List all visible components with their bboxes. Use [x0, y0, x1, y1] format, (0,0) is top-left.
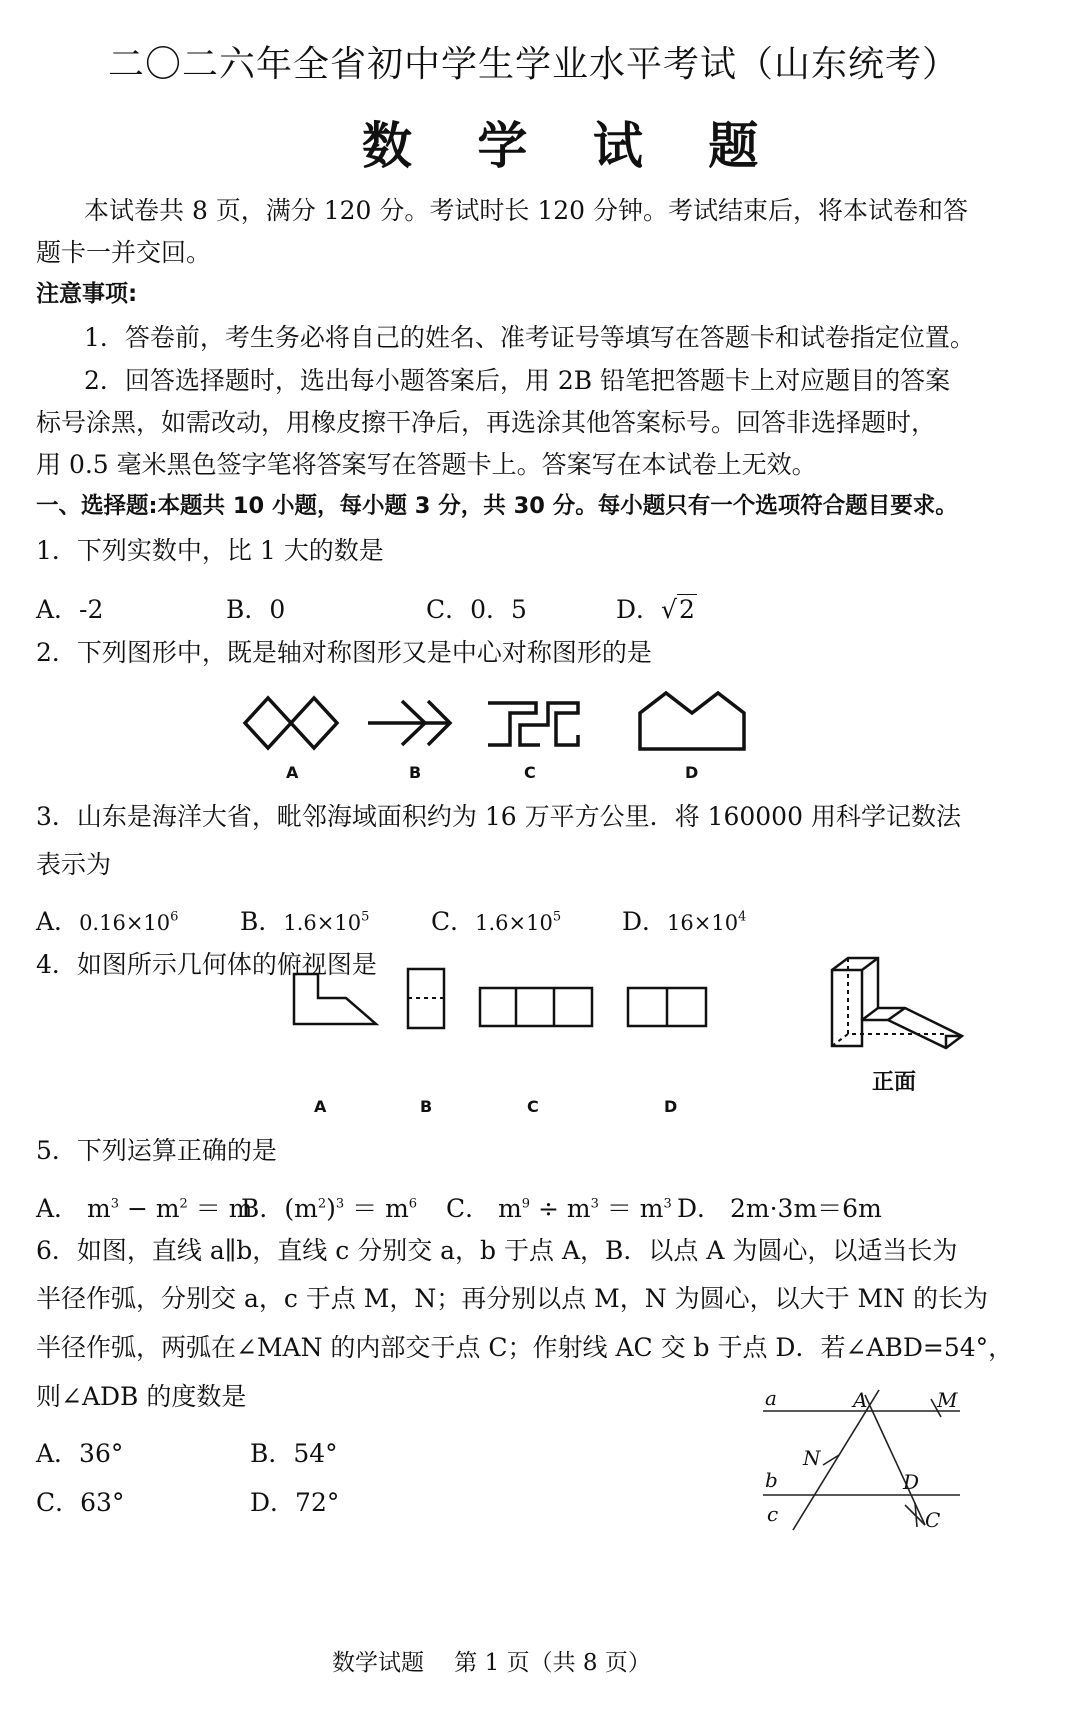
label-m: M [937, 1388, 958, 1412]
q3-option-c-exp: 5 [552, 909, 562, 925]
q3-option-d [622, 902, 746, 938]
q5-option-b-prefix: B． [241, 1194, 285, 1223]
q6-option-a: A．36° [36, 1439, 124, 1468]
q3-option-d-prefix: D． [622, 907, 668, 936]
intro-line-1: 本试卷共 8 页，满分 120 分。考试时长 120 分钟。考试结束后，将本试卷和答 [84, 196, 969, 225]
q4-label-a: A [314, 1097, 327, 1116]
section-heading: 一、选择题:本题共 10 小题，每小题 3 分，共 30 分。每小题只有一个选项符合题目要求。 [36, 493, 958, 519]
q5-option-d-expr: 2m·3m＝6m [730, 1194, 882, 1223]
q1-stem: 1．下列实数中，比 1 大的数是 [36, 536, 384, 565]
q3-option-d-base: 16×10 [667, 911, 739, 935]
q4-label-c: C [527, 1097, 539, 1116]
q2-figure-c [488, 703, 578, 745]
q1-option-d-radicand: 2 [678, 595, 695, 624]
label-a: a [765, 1386, 777, 1410]
q3-option-a [36, 902, 178, 938]
subject-title: 数 学 试 题 [362, 117, 783, 175]
notes-heading: 注意事项: [36, 281, 138, 307]
q2-figure-d [640, 693, 744, 749]
q1-option-d [616, 590, 697, 626]
label-n: N [803, 1446, 821, 1470]
q3-option-c [431, 902, 561, 938]
q4-front-label: 正面 [872, 1070, 917, 1095]
notes-item-1: 1．答卷前，考生务必将自己的姓名、准考证号等填写在答题卡和试卷指定位置。 [84, 323, 975, 352]
q6-line-1: 6．如图，直线 a∥b，直线 c 分别交 a，b 于点 A，B．以点 A 为圆心，以适当长为 [36, 1236, 958, 1265]
q6-line-3: 半径作弧，两弧在∠MAN 的内部交于点 C；作射线 AC 交 b 于点 D．若∠ABD=54°， [36, 1333, 1014, 1362]
notes-item-2-line-1: 2．回答选择题时，选出每小题答案后，用 2B 铅笔把答题卡上对应题目的答案 [84, 366, 951, 395]
q3-option-b-base: 1.6×10 [283, 911, 362, 935]
q4-solid [832, 958, 962, 1048]
notes-item-2-line-3: 用 0.5 毫米黑色签字笔将答案写在答题卡上。答案写在本试卷上无效。 [36, 450, 817, 479]
q4-figures [0, 950, 1080, 1100]
q5-option-b: B．$(m^2)^3 = m^6$ [241, 1194, 418, 1223]
q5-option-a: A． $m^3 - m^2 = m$ [36, 1194, 253, 1223]
q5-option-c: C． $m^9 \div m^3 = m^3$ [446, 1194, 672, 1223]
q2-figures [0, 685, 1080, 785]
label-b: b [765, 1468, 778, 1492]
q1-option-d-prefix: D． [616, 595, 662, 624]
q5-option-d-prefix: D． [677, 1194, 723, 1223]
q6-line-4: 则∠ADB 的度数是 [36, 1382, 247, 1411]
exam-title: 二〇二六年全省初中学生学业水平考试（山东统考） [108, 44, 960, 85]
q3-option-b-prefix: B． [240, 907, 284, 936]
q5-option-c-prefix: C． [446, 1194, 491, 1223]
q3-option-a-prefix: A． [36, 907, 80, 936]
q4-label-d: D [664, 1097, 678, 1116]
q6-option-b: B．54° [250, 1439, 338, 1468]
q3-stem-line-1: 3．山东是海洋大省，毗邻海域面积约为 16 万平方公里．将 160000 用科学记数法 [36, 802, 961, 831]
q6-line-2: 半径作弧，分别交 a，c 于点 M，N；再分别以点 M，N 为圆心，以大于 MN 的长为 [36, 1284, 988, 1313]
q3-option-b [240, 902, 369, 938]
q3-option-c-prefix: C． [431, 907, 476, 936]
q1-option-b: B．0 [226, 595, 286, 624]
q3-option-a-base: 0.16×10 [79, 911, 171, 935]
q4-label-b: B [420, 1097, 433, 1116]
q3-option-a-exp: 6 [170, 909, 179, 925]
q4-option-b-figure [408, 969, 444, 1028]
q6-option-d: D．72° [250, 1488, 340, 1517]
intro-line-2: 题卡一并交回。 [36, 238, 212, 267]
q5-option-d [677, 1189, 882, 1225]
q2-figure-a [245, 698, 337, 748]
q1-option-c: C．0．5 [426, 595, 527, 624]
q2-label-c: C [524, 763, 536, 782]
q4-option-c-figure [480, 988, 592, 1026]
q6-option-c: C．63° [36, 1488, 125, 1517]
q4-option-a-figure [294, 974, 376, 1024]
q1-option-a: A．-2 [36, 595, 104, 624]
q3-option-d-exp: 4 [738, 909, 747, 925]
label-capital-a: A [853, 1388, 868, 1412]
q2-stem: 2．下列图形中，既是轴对称图形又是中心对称图形的是 [36, 638, 652, 667]
arc-mark-c [905, 1503, 925, 1527]
notes-item-2-line-2: 标号涂黑，如需改动，用橡皮擦干净后，再选涂其他答案标号。回答非选择题时， [36, 408, 937, 437]
q3-option-b-exp: 5 [361, 909, 370, 925]
q2-label-d: D [685, 763, 699, 782]
q4-option-d-figure [628, 988, 706, 1026]
q2-label-b: B [409, 763, 422, 782]
q5-option-a-prefix: A． [36, 1194, 80, 1223]
sqrt-symbol: √2 [661, 595, 695, 624]
q4-stem: 4．如图所示几何体的俯视图是 [36, 950, 377, 979]
page-footer: 数学试题 第 1 页（共 8 页） [332, 1650, 651, 1676]
q2-label-a: A [286, 763, 299, 782]
q3-option-c-base: 1.6×10 [475, 911, 553, 935]
q6-figure [755, 1385, 975, 1555]
q2-figure-b [368, 701, 450, 745]
label-capital-c: C [925, 1508, 941, 1532]
q5-stem: 5．下列运算正确的是 [36, 1136, 277, 1165]
label-c: c [767, 1502, 779, 1526]
q3-stem-line-2: 表示为 [36, 850, 112, 879]
label-d: D [903, 1470, 920, 1494]
